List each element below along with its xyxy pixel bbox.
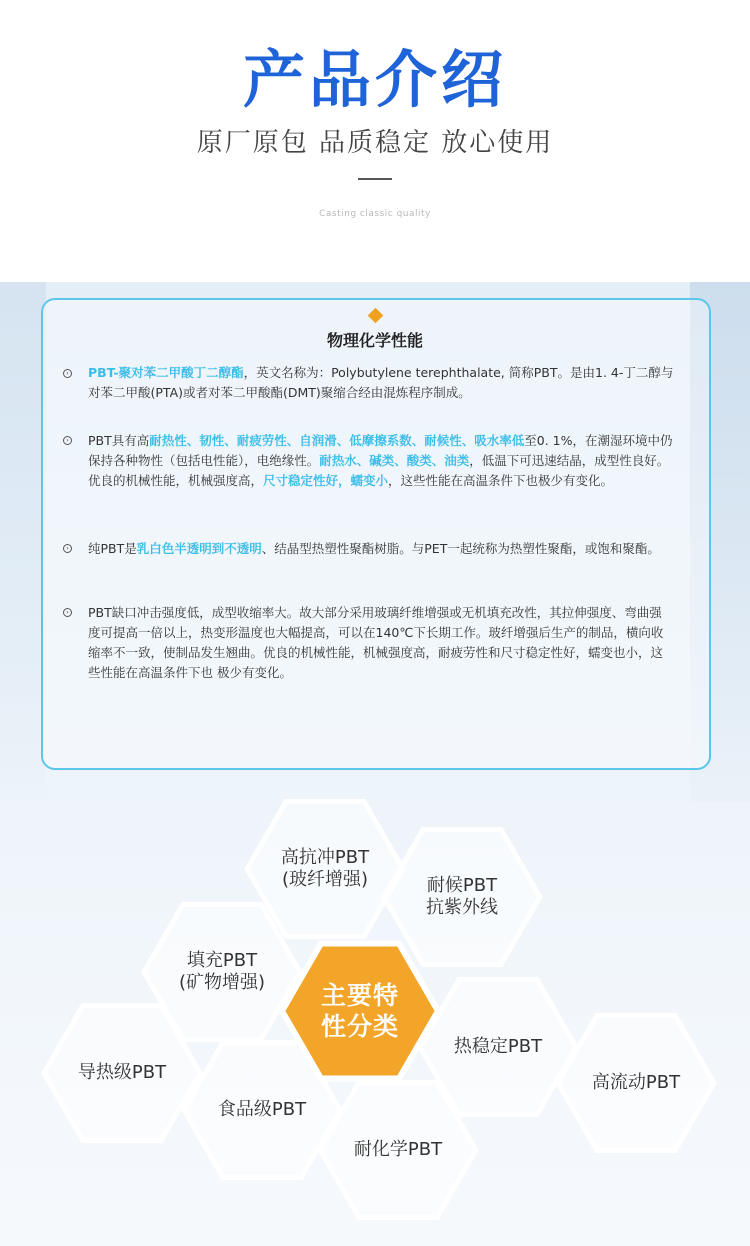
bullet-icon: › <box>63 544 72 553</box>
bullet-icon: › <box>63 369 72 378</box>
highlight-text: 尺寸稳定性好，蠕变小 <box>263 473 389 488</box>
body-text: 、结晶型热塑性聚酯树脂。与PET一起统称为热塑性聚酯，或饱和聚酯。 <box>261 541 660 556</box>
hex-label-food-grade: 食品级PBT <box>217 1099 307 1120</box>
bullet-icon: › <box>63 436 72 445</box>
hex-label-high-flow: 高流动PBT <box>591 1072 681 1093</box>
body-text: PBT缺口冲击强度低，成型收缩率大。故大部分采用玻璃纤维增强或无机填充改性，其拉伸强度、弯曲强度可提高一倍以上，热变形温度也大幅提高，可以在140℃下长期工作。玻纤增强后生产的制品，横向收缩率不一致，使制品发生翘曲。优良的机械性能，机械强度高，耐疲劳性和尺寸稳定性好，蠕变也小，这些性能在高温条件下也 极少有变化。 <box>88 605 664 680</box>
panel-title: 物理化学性能 <box>326 331 423 350</box>
highlight-text: 乳白色半透明到不透明 <box>136 541 262 556</box>
body-text: PBT具有高 <box>88 433 150 448</box>
page-title: 产品介绍 <box>242 43 507 116</box>
body-text: ，这些性能在高温条件下也极少有变化。 <box>388 473 614 488</box>
highlight-text: 耐热水、碱类、酸类、油类 <box>319 453 470 468</box>
bullet-icon: › <box>63 608 72 617</box>
hex-label-center: 主要特 性分类 <box>320 981 399 1041</box>
body-text: ，低温下可迅速结晶，成型性良好。优良的机械性能，机械强度高， <box>88 453 670 488</box>
page-subtitle: 原厂原包 品质稳定 放心使用 <box>196 128 554 158</box>
body-text: 至0. 1%，在潮湿环境中仍保持各种物性（包括电性能），电绝缘性。 <box>88 433 673 468</box>
highlight-text: 耐热性、韧性、耐疲劳性、自润滑、低摩擦系数、耐候性、吸水率低 <box>149 433 525 448</box>
hex-label-high-impact: 高抗冲PBT (玻纤增强) <box>280 847 370 890</box>
hex-label-chemical-resistant: 耐化学PBT <box>353 1139 443 1160</box>
hex-label-heat-stable: 热稳定PBT <box>453 1036 543 1057</box>
highlight-text: PBT-聚对苯二甲酸丁二醇酯 <box>88 365 244 380</box>
hex-label-weather-resistant: 耐候PBT 抗紫外线 <box>426 875 498 918</box>
caption-text: Casting classic quality <box>319 209 431 219</box>
body-text: ，英文名称为：Polybutylene terephthalate, 简称PBT。是由1. 4-丁二醇与对苯二甲酸(PTA)或者对苯二甲酸酯(DMT)聚缩合经由混炼程序制成。 <box>88 365 674 400</box>
hex-label-filled: 填充PBT (矿物增强) <box>178 950 266 993</box>
hex-label-thermal-conductive: 导热级PBT <box>77 1062 167 1083</box>
body-text: 纯PBT是 <box>88 541 137 556</box>
